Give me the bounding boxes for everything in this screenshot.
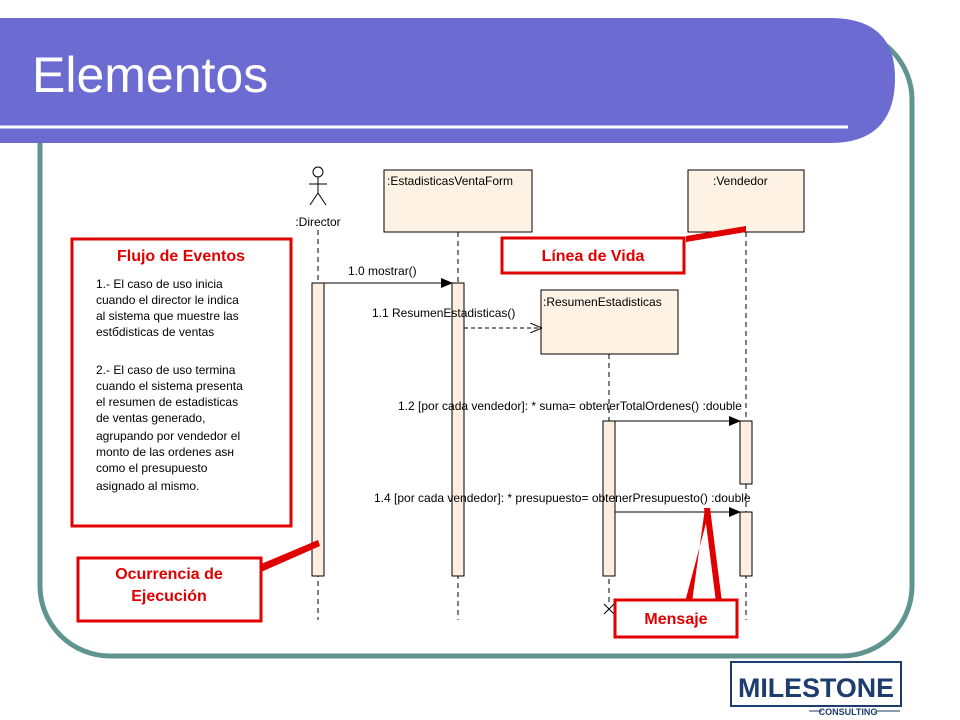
activation-form [452,283,464,576]
actor-leg-right [318,193,326,205]
callout-ocurrencia-pointer [261,540,320,572]
flujo-line: monto de las ordenes asн [96,445,235,459]
flujo-line: agrupando por vendedor el [96,429,241,443]
flujo-line: 1.- El caso de uso inicia [96,277,223,291]
flujo-line: al sistema que muestre las [96,309,239,323]
logo-name: MILESTONE [738,673,894,703]
activation-director [312,283,324,576]
flujo-line: como el presupuesto [96,461,208,475]
callout-mensaje-label: Mensaje [644,611,708,628]
flujo-line: cuando el sistema presenta [96,379,243,393]
actor-head [313,167,323,177]
message-presupuesto-label: 1.4 [por cada vendedor]: * presupuesto= obtenerPresupuesto() :double [374,491,751,505]
flujo-line: estбdisticas de ventas [96,325,215,339]
object-vendedor-label: :Vendedor [713,174,768,188]
callout-flujo-title: Flujo de Eventos [116,248,246,265]
callout-mensaje-pointer-right [704,508,722,602]
flujo-line: 2.- El caso de uso termina [96,363,236,377]
activation-vendedor-2 [740,512,752,576]
milestone-logo [731,662,901,717]
callout-linea-vida-label: Línea de Vida [541,248,645,265]
actor-director [295,167,340,229]
slide-title: Elementos [32,47,269,103]
message-resumen-label: 1.1 ResumenEstadisticas() [372,306,516,320]
destroy-mark [604,604,614,614]
object-form-label: :EstadisticasVentaForm [387,174,514,188]
activation-vendedor-1 [740,421,752,484]
flujo-line: asignado al mismo. [96,479,200,493]
callout-ocurrencia-line1: Ocurrencia de [115,566,223,583]
flujo-line: el resumen de estadisticas [96,395,239,409]
object-resumen-label: :ResumenEstadisticas [543,295,662,309]
flujo-line: de ventas generado, [96,411,206,425]
callout-ocurrencia-line2: Ejecución [131,588,207,605]
actor-label: :Director [295,215,341,229]
message-total-ordenes-label: 1.2 [por cada vendedor]: * suma= obtenerTotalOrdenes() :double [398,399,742,413]
actor-leg-left [310,193,318,205]
logo-sub: CONSULTING [818,707,878,717]
message-mostrar-label: 1.0 mostrar() [348,264,417,278]
flujo-line: cuando el director le indica [96,293,239,307]
